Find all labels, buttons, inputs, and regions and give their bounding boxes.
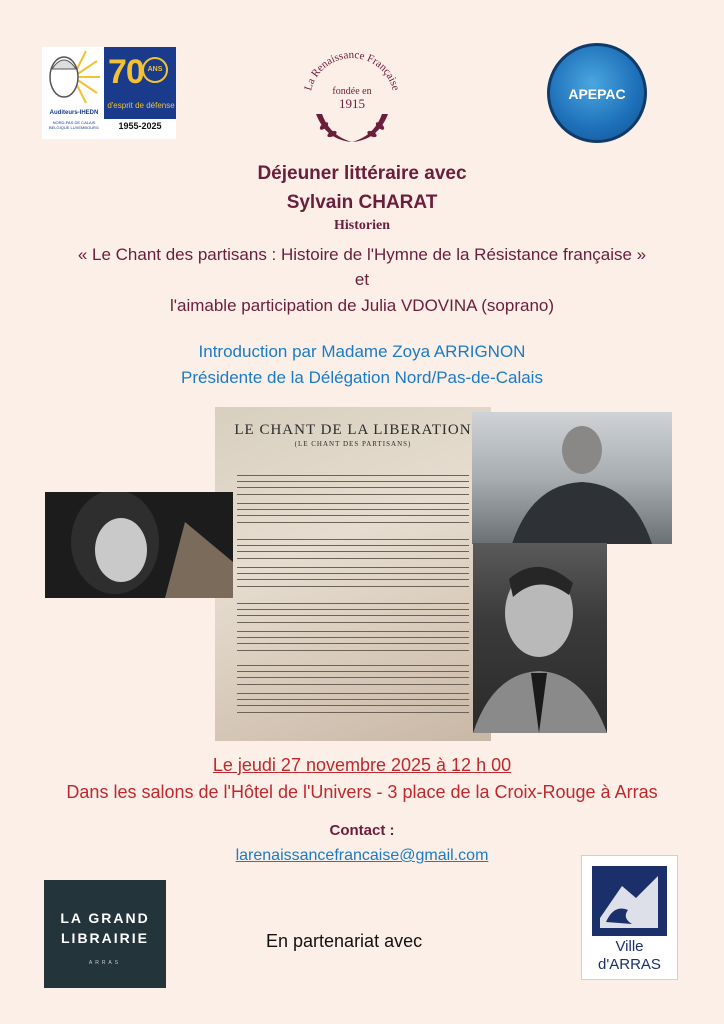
- arras-line: d'ARRAS: [598, 956, 661, 973]
- portrait-woman-icon: [45, 492, 233, 598]
- laurel-wreath-icon: [316, 114, 388, 142]
- ihedn-70: 70: [108, 53, 144, 91]
- music-staff: [237, 503, 469, 523]
- music-staff: [237, 665, 469, 685]
- apepac-name: APEPAC: [568, 86, 626, 102]
- contact-email-link[interactable]: larenaissancefrancaise@gmail.com: [235, 847, 489, 864]
- sheet-music-image: [215, 407, 491, 741]
- renaissance-francaise-logo: [296, 42, 408, 152]
- librairie-line: LIBRAIRIE: [61, 930, 149, 946]
- renaissance-founded: fondée en: [332, 86, 372, 97]
- event-title: Déjeuner littéraire avec: [257, 163, 467, 184]
- speaker-name: Sylvain CHARAT: [286, 192, 438, 213]
- ihedn-region: NORD-PAS DE CALAIS: [52, 120, 96, 125]
- ihedn-auditeurs: Auditeurs-IHEDN: [49, 110, 99, 116]
- grand-librairie-logo: [44, 880, 166, 988]
- music-staff: [237, 539, 469, 559]
- music-staff: [237, 693, 469, 713]
- event-date: Le jeudi 27 novembre 2025 à 12 h 00: [212, 755, 512, 775]
- ihedn-region: BELGIQUE LUXEMBOURG: [48, 125, 99, 130]
- music-staff: [237, 603, 469, 623]
- ihedn-anniversary-panel: [104, 47, 176, 119]
- apepac-logo: [547, 43, 647, 143]
- contact-label: Contact :: [329, 822, 395, 839]
- officer-photo: [472, 412, 672, 544]
- librairie-city: ARRAS: [88, 960, 122, 966]
- sheet-music-subtitle: (LE CHANT DES PARTISANS): [294, 440, 412, 448]
- lecture-subject: « Le Chant des partisans : Histoire de l'Hymne de la Résistance française »: [77, 245, 647, 264]
- ihedn-tagline: d'esprit de défense: [107, 101, 175, 110]
- ihedn-years-panel: [104, 119, 176, 139]
- ihedn-logo: [42, 47, 176, 139]
- introduction-line: Présidente de la Délégation Nord/Pas-de-Calais: [181, 368, 543, 387]
- music-staff: [237, 631, 469, 651]
- event-place: Dans les salons de l'Hôtel de l'Univers - 3 place de la Croix-Rouge à Arras: [66, 782, 658, 802]
- ihedn-ans: ANS: [142, 57, 168, 83]
- portrait-man-uniform-icon: [472, 412, 672, 544]
- introduction-line: Introduction par Madame Zoya ARRIGNON: [198, 342, 526, 361]
- man-portrait-photo: [473, 543, 607, 733]
- conjunction: et: [354, 270, 370, 289]
- portrait-man-icon: [473, 543, 607, 733]
- arras-line: Ville: [615, 938, 644, 955]
- arras-emblem-icon: [592, 866, 667, 936]
- music-staff: [237, 475, 469, 495]
- renaissance-name: La Renaissance Française: [302, 48, 402, 92]
- partnership-text: En partenariat avec: [266, 931, 423, 951]
- sheet-music-title: LE CHANT DE LA LIBERATION: [234, 422, 472, 438]
- sun-helmet-icon: [42, 47, 104, 107]
- ihedn-years: 1955-2025: [118, 121, 162, 131]
- music-staff: [237, 567, 469, 587]
- librairie-line: LA GRAND: [60, 910, 150, 926]
- soprano-photo: [45, 492, 233, 598]
- speaker-role: Historien: [334, 218, 390, 233]
- ihedn-emblem: [42, 47, 104, 139]
- participation: l'aimable participation de Julia VDOVINA (soprano): [169, 296, 555, 315]
- ville-arras-logo: [581, 855, 678, 980]
- renaissance-year: 1915: [339, 96, 365, 111]
